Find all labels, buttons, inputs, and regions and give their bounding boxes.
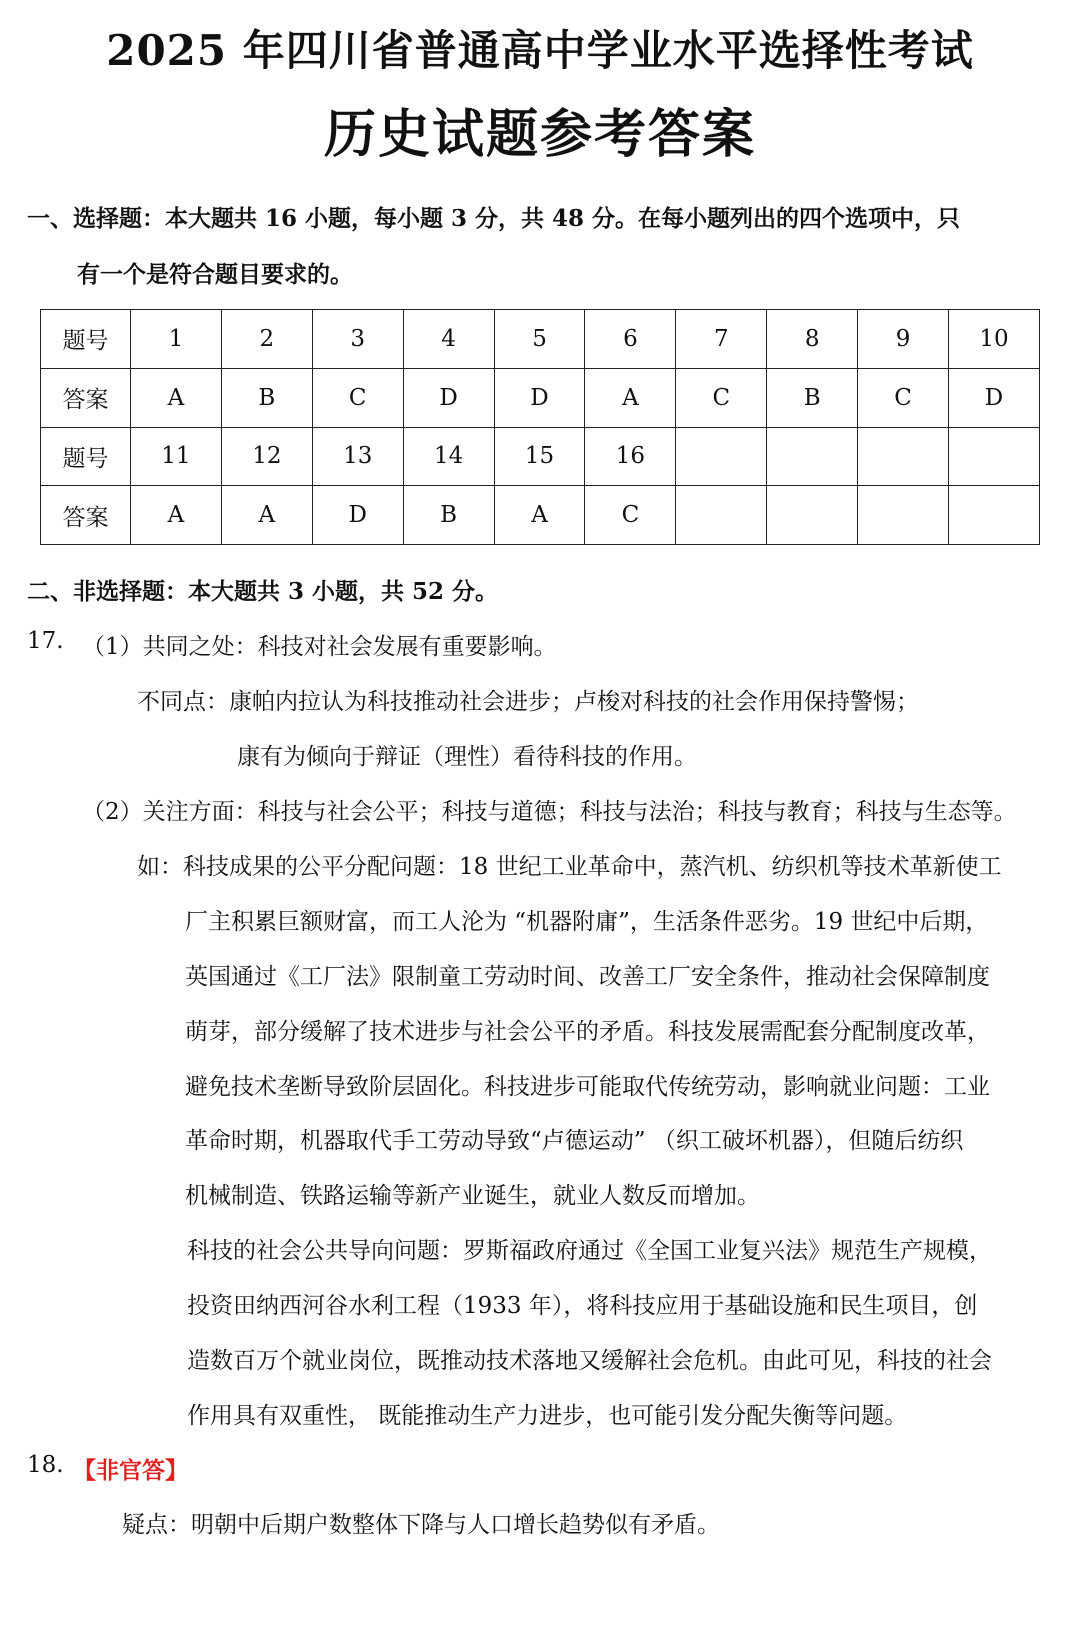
answer-table-cell: 11	[131, 427, 222, 486]
answer-table-cell: C	[858, 368, 949, 427]
q17-p10: 革命时期，机器取代手工劳动导致“卢德运动” （织工破坏机器），但随后纺织	[185, 1128, 964, 1154]
answer-table-cell	[767, 427, 858, 486]
answer-table-cell	[767, 486, 858, 545]
q17-p15: 作用具有双重性， 既能推动生产力进步，也可能引发分配失衡等问题。	[187, 1403, 908, 1429]
answer-table-row	[41, 368, 1040, 427]
q18-tag: 【非官答】	[73, 1457, 188, 1484]
answer-table-cell: B	[403, 486, 494, 545]
q17-p14: 造数百万个就业岗位，既推动技术落地又缓解社会危机。由此可见，科技的社会	[187, 1348, 992, 1374]
answer-table-cell: 9	[858, 310, 949, 369]
answer-table-cell: 3	[312, 310, 403, 369]
answer-table-cell: 12	[221, 427, 312, 486]
answer-table-cell	[858, 427, 949, 486]
answer-table	[40, 309, 1040, 545]
answer-table-cell: D	[403, 368, 494, 427]
q17-p2: 不同点：康帕内拉认为科技推动社会进步；卢梭对科技的社会作用保持警惕；	[137, 689, 919, 715]
answer-table-cell: A	[131, 368, 222, 427]
answer-table-cell: C	[585, 486, 676, 545]
answer-table-cell: C	[312, 368, 403, 427]
q17-p12: 科技的社会公共导向问题：罗斯福政府通过《全国工业复兴法》规范生产规模，	[187, 1238, 992, 1264]
answer-table-cell: A	[494, 486, 585, 545]
answer-table-cell: 8	[767, 310, 858, 369]
title-line-2: 历史试题参考答案	[323, 104, 756, 165]
answer-table-row-head: 答案	[41, 486, 131, 545]
answer-table-cell: 15	[494, 427, 585, 486]
answer-table-cell	[858, 486, 949, 545]
answer-table-cell	[676, 427, 767, 486]
q17-p1: （1）共同之处：科技对社会发展有重要影响。	[82, 634, 557, 660]
answer-table-row-head: 题号	[41, 427, 131, 486]
answer-table-cell: A	[131, 486, 222, 545]
q17-p11: 机械制造、铁路运输等新产业诞生，就业人数反而增加。	[185, 1183, 760, 1209]
q17-p6: 厂主积累巨额财富，而工人沦为 “机器附庸”，生活条件恶劣。19 世纪中后期，	[185, 909, 989, 935]
answer-table-cell: B	[767, 368, 858, 427]
title-line-1: 2025 年四川省普通高中学业水平选择性考试	[106, 26, 974, 75]
answer-table-row	[41, 486, 1040, 545]
q17-p3: 康有为倾向于辩证（理性）看待科技的作用。	[237, 744, 697, 770]
answer-table-row-head: 题号	[41, 310, 131, 369]
answer-table-cell: 2	[221, 310, 312, 369]
answer-table-cell: 14	[403, 427, 494, 486]
answer-table-cell: 5	[494, 310, 585, 369]
answer-table-cell	[676, 486, 767, 545]
answer-table-cell: A	[221, 486, 312, 545]
answer-table-cell: D	[494, 368, 585, 427]
answer-table-row	[41, 310, 1040, 369]
answer-table-cell: 16	[585, 427, 676, 486]
answer-table-cell: 1	[131, 310, 222, 369]
answer-table-cell: D	[312, 486, 403, 545]
q18-number: 18.	[27, 1452, 64, 1478]
q18-p1: 疑点：明朝中后期户数整体下降与人口增长趋势似有矛盾。	[122, 1512, 720, 1538]
answer-table-cell: 10	[949, 310, 1040, 369]
q17-p5: 如：科技成果的公平分配问题：18 世纪工业革命中，蒸汽机、纺织机等技术革新使工	[137, 854, 1002, 880]
answer-table-cell	[949, 486, 1040, 545]
section1-heading-line1: 一、选择题：本大题共 16 小题，每小题 3 分，共 48 分。在每小题列出的四个选项中，只	[27, 205, 961, 232]
q17-p13: 投资田纳西河谷水利工程（1933 年），将科技应用于基础设施和民生项目，创	[187, 1293, 978, 1319]
answer-table-cell: D	[949, 368, 1040, 427]
q17-p7: 英国通过《工厂法》限制童工劳动时间、改善工厂安全条件，推动社会保障制度	[185, 964, 990, 990]
answer-table-cell: B	[221, 368, 312, 427]
answer-table-cell: 4	[403, 310, 494, 369]
q17-number: 17.	[27, 628, 64, 654]
q17-p4: （2）关注方面：科技与社会公平；科技与道德；科技与法治；科技与教育；科技与生态等。	[82, 799, 1017, 825]
section2-heading: 二、非选择题：本大题共 3 小题，共 52 分。	[27, 578, 499, 605]
answer-table-cell: A	[585, 368, 676, 427]
answer-table-row	[41, 427, 1040, 486]
answer-table-cell: 7	[676, 310, 767, 369]
answer-table-row-head: 答案	[41, 368, 131, 427]
section1-heading-line2: 有一个是符合题目要求的。	[77, 261, 353, 288]
q17-p8: 萌芽，部分缓解了技术进步与社会公平的矛盾。科技发展需配套分配制度改革，	[185, 1019, 990, 1045]
answer-table-cell: C	[676, 368, 767, 427]
answer-table-cell: 6	[585, 310, 676, 369]
q17-p9: 避免技术垄断导致阶层固化。科技进步可能取代传统劳动，影响就业问题：工业	[185, 1074, 990, 1100]
answer-table-cell	[949, 427, 1040, 486]
answer-table-cell: 13	[312, 427, 403, 486]
